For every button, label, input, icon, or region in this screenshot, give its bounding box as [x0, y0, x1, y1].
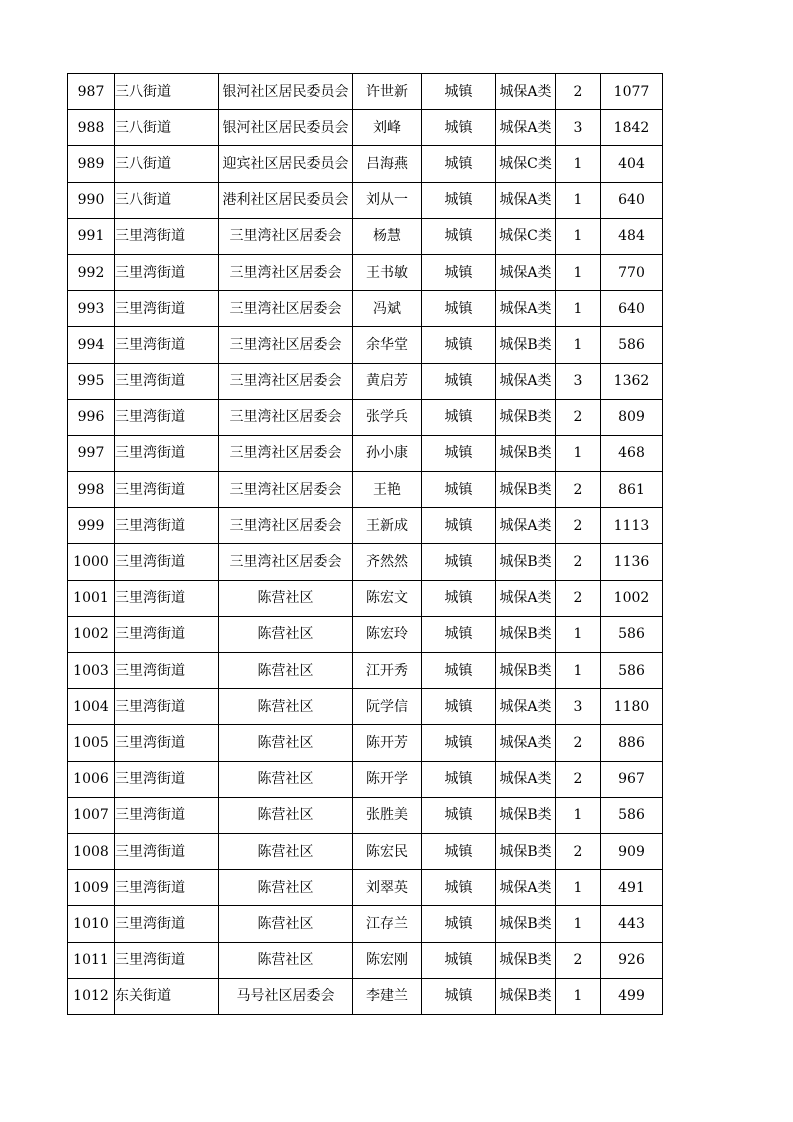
row-number: 993 [68, 291, 115, 327]
area-type-cell: 城镇 [422, 870, 496, 906]
area-type-cell: 城镇 [422, 942, 496, 978]
area-type-cell: 城镇 [422, 689, 496, 725]
household-count-cell: 1 [556, 435, 601, 471]
street-cell: 三里湾街道 [115, 291, 219, 327]
area-type-cell: 城镇 [422, 327, 496, 363]
area-type-cell: 城镇 [422, 544, 496, 580]
household-count-cell: 1 [556, 218, 601, 254]
name-cell: 陈开芳 [353, 725, 422, 761]
street-cell: 三里湾街道 [115, 616, 219, 652]
amount-cell: 861 [601, 472, 663, 508]
amount-cell: 468 [601, 435, 663, 471]
household-count-cell: 1 [556, 182, 601, 218]
name-cell: 吕海燕 [353, 146, 422, 182]
category-cell: 城保A类 [496, 110, 556, 146]
row-number: 998 [68, 472, 115, 508]
table-row [68, 182, 663, 218]
household-count-cell: 1 [556, 327, 601, 363]
street-cell: 三里湾街道 [115, 580, 219, 616]
row-number: 999 [68, 508, 115, 544]
household-count-cell: 2 [556, 472, 601, 508]
table-row [68, 689, 663, 725]
row-number: 995 [68, 363, 115, 399]
street-cell: 三八街道 [115, 74, 219, 110]
name-cell: 孙小康 [353, 435, 422, 471]
table-row [68, 978, 663, 1014]
category-cell: 城保C类 [496, 218, 556, 254]
row-number: 1008 [68, 833, 115, 869]
amount-cell: 967 [601, 761, 663, 797]
category-cell: 城保B类 [496, 544, 556, 580]
category-cell: 城保B类 [496, 978, 556, 1014]
amount-cell: 484 [601, 218, 663, 254]
name-cell: 刘峰 [353, 110, 422, 146]
table-row [68, 833, 663, 869]
table-row [68, 435, 663, 471]
street-cell: 三八街道 [115, 146, 219, 182]
amount-cell: 499 [601, 978, 663, 1014]
amount-cell: 404 [601, 146, 663, 182]
street-cell: 三里湾街道 [115, 870, 219, 906]
street-cell: 三里湾街道 [115, 218, 219, 254]
name-cell: 江存兰 [353, 906, 422, 942]
category-cell: 城保B类 [496, 797, 556, 833]
community-cell: 三里湾社区居委会 [219, 399, 353, 435]
table-row [68, 870, 663, 906]
household-count-cell: 1 [556, 906, 601, 942]
name-cell: 余华堂 [353, 327, 422, 363]
household-count-cell: 1 [556, 616, 601, 652]
name-cell: 黄启芳 [353, 363, 422, 399]
amount-cell: 1077 [601, 74, 663, 110]
community-cell: 陈营社区 [219, 870, 353, 906]
category-cell: 城保A类 [496, 725, 556, 761]
row-number: 1010 [68, 906, 115, 942]
street-cell: 三里湾街道 [115, 544, 219, 580]
household-count-cell: 3 [556, 110, 601, 146]
category-cell: 城保B类 [496, 906, 556, 942]
records-table-body [68, 74, 663, 1015]
area-type-cell: 城镇 [422, 906, 496, 942]
category-cell: 城保A类 [496, 74, 556, 110]
name-cell: 齐然然 [353, 544, 422, 580]
community-cell: 三里湾社区居委会 [219, 291, 353, 327]
category-cell: 城保A类 [496, 508, 556, 544]
category-cell: 城保A类 [496, 291, 556, 327]
name-cell: 李建兰 [353, 978, 422, 1014]
table-row [68, 327, 663, 363]
street-cell: 三里湾街道 [115, 833, 219, 869]
area-type-cell: 城镇 [422, 580, 496, 616]
name-cell: 阮学信 [353, 689, 422, 725]
community-cell: 陈营社区 [219, 725, 353, 761]
household-count-cell: 2 [556, 580, 601, 616]
amount-cell: 770 [601, 254, 663, 290]
category-cell: 城保B类 [496, 327, 556, 363]
name-cell: 刘从一 [353, 182, 422, 218]
category-cell: 城保C类 [496, 146, 556, 182]
community-cell: 陈营社区 [219, 906, 353, 942]
table-row [68, 146, 663, 182]
name-cell: 刘翠英 [353, 870, 422, 906]
street-cell: 三里湾街道 [115, 761, 219, 797]
category-cell: 城保B类 [496, 942, 556, 978]
category-cell: 城保A类 [496, 363, 556, 399]
community-cell: 陈营社区 [219, 653, 353, 689]
community-cell: 三里湾社区居委会 [219, 472, 353, 508]
area-type-cell: 城镇 [422, 146, 496, 182]
street-cell: 三里湾街道 [115, 689, 219, 725]
amount-cell: 1113 [601, 508, 663, 544]
name-cell: 王书敏 [353, 254, 422, 290]
street-cell: 三里湾街道 [115, 508, 219, 544]
category-cell: 城保B类 [496, 616, 556, 652]
row-number: 997 [68, 435, 115, 471]
household-count-cell: 3 [556, 363, 601, 399]
area-type-cell: 城镇 [422, 653, 496, 689]
street-cell: 三里湾街道 [115, 797, 219, 833]
category-cell: 城保B类 [496, 435, 556, 471]
community-cell: 陈营社区 [219, 833, 353, 869]
row-number: 991 [68, 218, 115, 254]
street-cell: 三八街道 [115, 182, 219, 218]
household-count-cell: 1 [556, 291, 601, 327]
amount-cell: 1002 [601, 580, 663, 616]
name-cell: 陈宏刚 [353, 942, 422, 978]
row-number: 988 [68, 110, 115, 146]
amount-cell: 640 [601, 182, 663, 218]
street-cell: 三里湾街道 [115, 942, 219, 978]
household-count-cell: 1 [556, 146, 601, 182]
amount-cell: 909 [601, 833, 663, 869]
street-cell: 三里湾街道 [115, 254, 219, 290]
category-cell: 城保A类 [496, 689, 556, 725]
area-type-cell: 城镇 [422, 616, 496, 652]
table-row [68, 254, 663, 290]
household-count-cell: 2 [556, 508, 601, 544]
name-cell: 陈开学 [353, 761, 422, 797]
row-number: 990 [68, 182, 115, 218]
table-row [68, 363, 663, 399]
amount-cell: 809 [601, 399, 663, 435]
area-type-cell: 城镇 [422, 833, 496, 869]
row-number: 1001 [68, 580, 115, 616]
category-cell: 城保B类 [496, 833, 556, 869]
row-number: 994 [68, 327, 115, 363]
amount-cell: 586 [601, 327, 663, 363]
street-cell: 三里湾街道 [115, 399, 219, 435]
community-cell: 陈营社区 [219, 580, 353, 616]
street-cell: 东关街道 [115, 978, 219, 1014]
household-count-cell: 2 [556, 833, 601, 869]
category-cell: 城保B类 [496, 399, 556, 435]
area-type-cell: 城镇 [422, 363, 496, 399]
table-row [68, 580, 663, 616]
community-cell: 三里湾社区居委会 [219, 435, 353, 471]
category-cell: 城保A类 [496, 761, 556, 797]
area-type-cell: 城镇 [422, 218, 496, 254]
area-type-cell: 城镇 [422, 254, 496, 290]
street-cell: 三里湾街道 [115, 327, 219, 363]
table-row [68, 74, 663, 110]
household-count-cell: 2 [556, 942, 601, 978]
row-number: 987 [68, 74, 115, 110]
area-type-cell: 城镇 [422, 291, 496, 327]
row-number: 1007 [68, 797, 115, 833]
table-row [68, 797, 663, 833]
household-count-cell: 2 [556, 544, 601, 580]
area-type-cell: 城镇 [422, 182, 496, 218]
row-number: 1006 [68, 761, 115, 797]
community-cell: 三里湾社区居委会 [219, 327, 353, 363]
area-type-cell: 城镇 [422, 74, 496, 110]
street-cell: 三里湾街道 [115, 906, 219, 942]
community-cell: 陈营社区 [219, 616, 353, 652]
community-cell: 陈营社区 [219, 797, 353, 833]
household-count-cell: 2 [556, 761, 601, 797]
row-number: 1000 [68, 544, 115, 580]
street-cell: 三里湾街道 [115, 363, 219, 399]
name-cell: 王新成 [353, 508, 422, 544]
community-cell: 三里湾社区居委会 [219, 544, 353, 580]
table-row [68, 653, 663, 689]
row-number: 1012 [68, 978, 115, 1014]
community-cell: 银河社区居民委员会 [219, 74, 353, 110]
row-number: 1002 [68, 616, 115, 652]
table-row [68, 761, 663, 797]
community-cell: 银河社区居民委员会 [219, 110, 353, 146]
street-cell: 三里湾街道 [115, 435, 219, 471]
community-cell: 迎宾社区居民委员会 [219, 146, 353, 182]
name-cell: 张胜美 [353, 797, 422, 833]
amount-cell: 1362 [601, 363, 663, 399]
household-count-cell: 1 [556, 978, 601, 1014]
category-cell: 城保B类 [496, 472, 556, 508]
table-row [68, 906, 663, 942]
household-count-cell: 1 [556, 653, 601, 689]
household-count-cell: 3 [556, 689, 601, 725]
street-cell: 三里湾街道 [115, 472, 219, 508]
street-cell: 三里湾街道 [115, 653, 219, 689]
table-row [68, 399, 663, 435]
amount-cell: 1180 [601, 689, 663, 725]
amount-cell: 586 [601, 616, 663, 652]
category-cell: 城保A类 [496, 870, 556, 906]
table-row [68, 472, 663, 508]
table-row [68, 616, 663, 652]
household-count-cell: 2 [556, 399, 601, 435]
amount-cell: 1136 [601, 544, 663, 580]
community-cell: 陈营社区 [219, 761, 353, 797]
area-type-cell: 城镇 [422, 725, 496, 761]
household-count-cell: 1 [556, 870, 601, 906]
amount-cell: 640 [601, 291, 663, 327]
row-number: 1005 [68, 725, 115, 761]
category-cell: 城保A类 [496, 580, 556, 616]
row-number: 989 [68, 146, 115, 182]
name-cell: 江开秀 [353, 653, 422, 689]
community-cell: 三里湾社区居委会 [219, 508, 353, 544]
row-number: 1004 [68, 689, 115, 725]
row-number: 1003 [68, 653, 115, 689]
row-number: 996 [68, 399, 115, 435]
row-number: 992 [68, 254, 115, 290]
table-row [68, 110, 663, 146]
table-row [68, 218, 663, 254]
name-cell: 张学兵 [353, 399, 422, 435]
community-cell: 三里湾社区居委会 [219, 254, 353, 290]
table-row [68, 725, 663, 761]
household-count-cell: 1 [556, 797, 601, 833]
community-cell: 三里湾社区居委会 [219, 363, 353, 399]
amount-cell: 443 [601, 906, 663, 942]
records-table [67, 73, 663, 1015]
name-cell: 冯斌 [353, 291, 422, 327]
amount-cell: 886 [601, 725, 663, 761]
area-type-cell: 城镇 [422, 508, 496, 544]
community-cell: 陈营社区 [219, 942, 353, 978]
area-type-cell: 城镇 [422, 110, 496, 146]
name-cell: 陈宏民 [353, 833, 422, 869]
name-cell: 王艳 [353, 472, 422, 508]
area-type-cell: 城镇 [422, 399, 496, 435]
category-cell: 城保A类 [496, 182, 556, 218]
community-cell: 陈营社区 [219, 689, 353, 725]
area-type-cell: 城镇 [422, 472, 496, 508]
category-cell: 城保B类 [496, 653, 556, 689]
name-cell: 陈宏文 [353, 580, 422, 616]
household-count-cell: 2 [556, 74, 601, 110]
community-cell: 马号社区居委会 [219, 978, 353, 1014]
row-number: 1009 [68, 870, 115, 906]
row-number: 1011 [68, 942, 115, 978]
table-row [68, 544, 663, 580]
area-type-cell: 城镇 [422, 761, 496, 797]
table-row [68, 291, 663, 327]
amount-cell: 926 [601, 942, 663, 978]
name-cell: 陈宏玲 [353, 616, 422, 652]
table-row [68, 508, 663, 544]
amount-cell: 586 [601, 653, 663, 689]
category-cell: 城保A类 [496, 254, 556, 290]
household-count-cell: 1 [556, 254, 601, 290]
community-cell: 港利社区居民委员会 [219, 182, 353, 218]
table-row [68, 942, 663, 978]
household-count-cell: 2 [556, 725, 601, 761]
area-type-cell: 城镇 [422, 435, 496, 471]
community-cell: 三里湾社区居委会 [219, 218, 353, 254]
amount-cell: 491 [601, 870, 663, 906]
street-cell: 三八街道 [115, 110, 219, 146]
street-cell: 三里湾街道 [115, 725, 219, 761]
area-type-cell: 城镇 [422, 978, 496, 1014]
amount-cell: 1842 [601, 110, 663, 146]
amount-cell: 586 [601, 797, 663, 833]
area-type-cell: 城镇 [422, 797, 496, 833]
name-cell: 许世新 [353, 74, 422, 110]
name-cell: 杨慧 [353, 218, 422, 254]
